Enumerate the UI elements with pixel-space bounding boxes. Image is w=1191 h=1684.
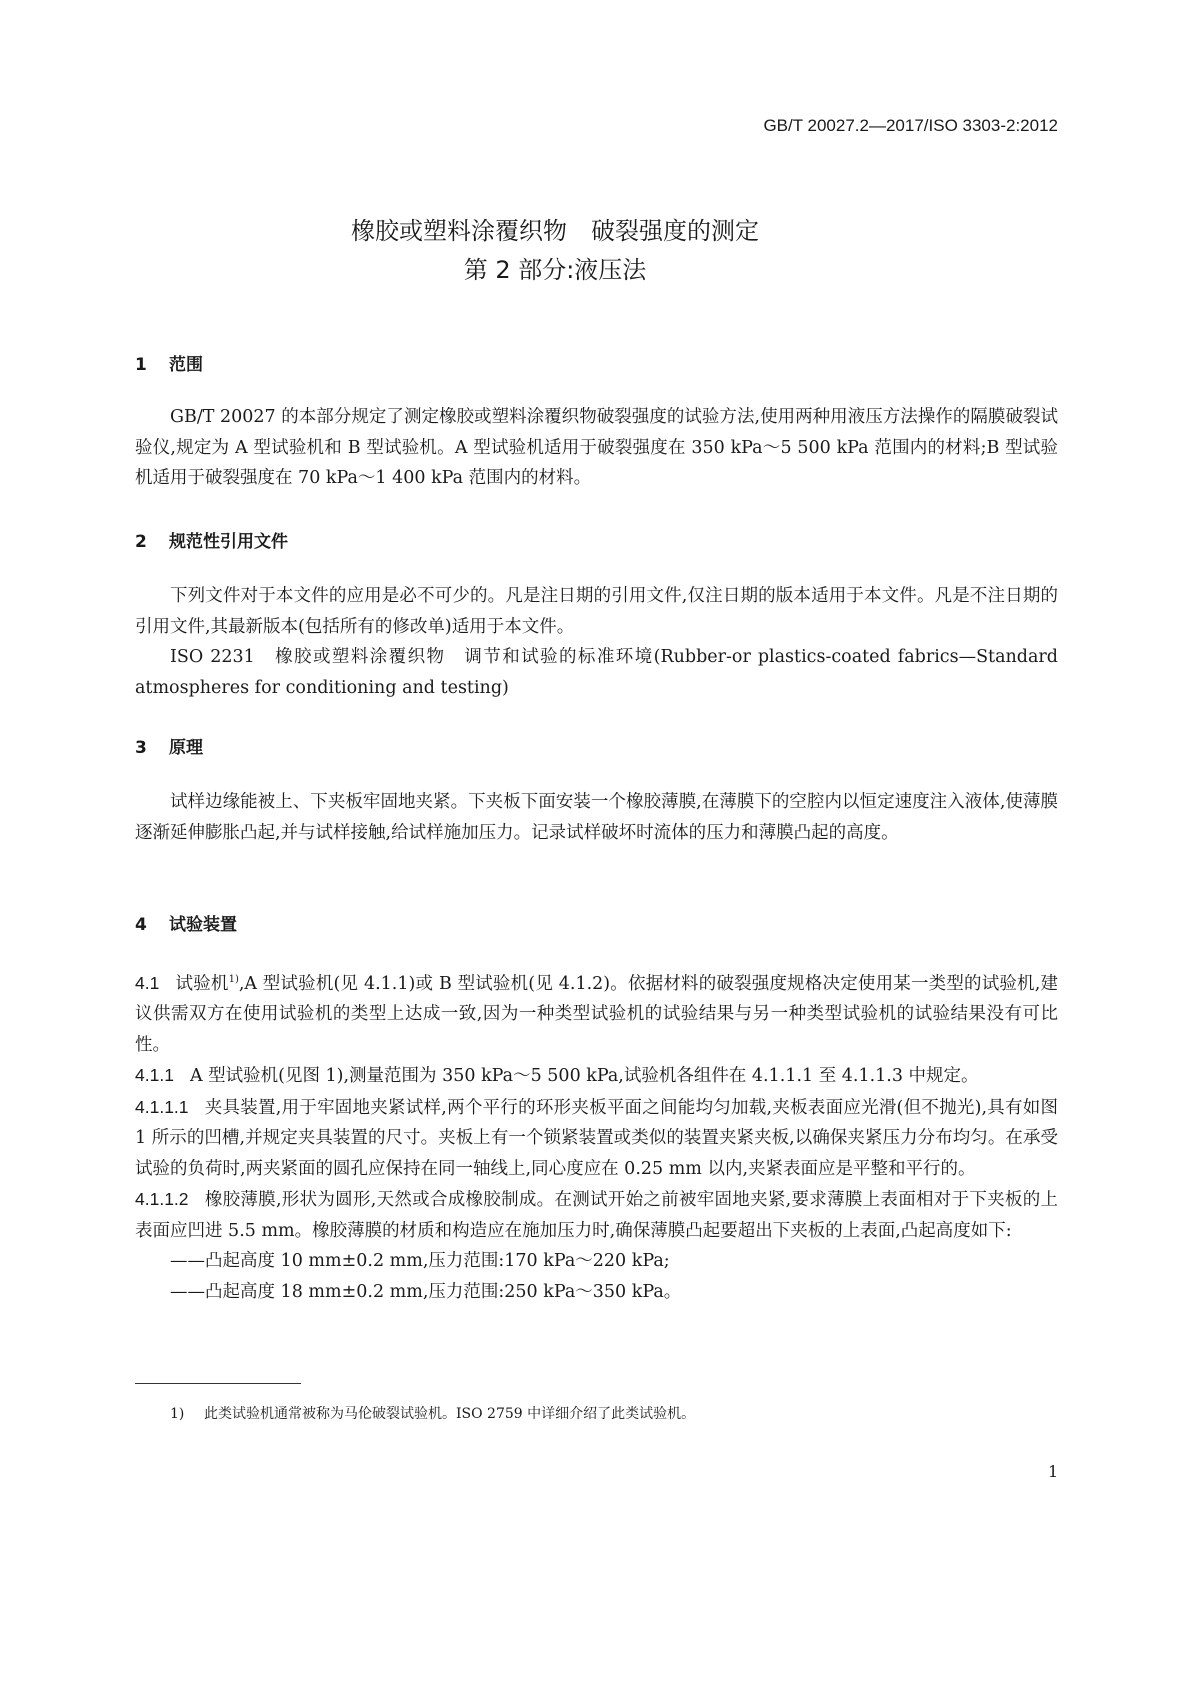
section-title: 原理 [169, 738, 203, 758]
footnote-text: 此类试验机通常被称为马伦破裂试验机。ISO 2759 中详细介绍了此类试验机。 [204, 1406, 696, 1422]
normative-reference: ISO 2231 橡胶或塑料涂覆织物 调节和试验的标准环境(Rubber-or plastics-coated fabrics—Standard atmospheres for conditioning and testing) [135, 647, 1058, 698]
section-number: 3 [135, 738, 147, 758]
document-title: 橡胶或塑料涂覆织物 破裂强度的测定 [351, 217, 759, 245]
clause-number: 4.1.1.2 [135, 1189, 189, 1210]
standard-number: GB/T 20027.2—2017/ISO 3303-2:2012 [763, 116, 1058, 135]
section-heading-4 [135, 910, 237, 935]
section-title: 试验装置 [169, 915, 237, 935]
section-heading-2 [135, 527, 288, 552]
paragraph: GB/T 20027 的本部分规定了测定橡胶或塑料涂覆织物破裂强度的试验方法,使用两种用液压方法操作的隔膜破裂试验仪,规定为 A 型试验机和 B 型试验机。A 型试验机适用于破裂强度在 350 kPa～5 500 kPa 范围内的材料;B 型试验机适用于破裂强度在 70 kPa～1 400 kPa 范围内的材料。 [135, 407, 1058, 488]
list-item: ——凸起高度 18 mm±0.2 mm,压力范围:250 kPa～350 kPa。 [170, 1281, 682, 1302]
section-1-body [135, 402, 1058, 494]
clause-4-1 [135, 965, 1058, 1060]
footnote-divider [135, 1383, 301, 1384]
clause-number: 4.1.1 [135, 1065, 174, 1086]
footnote-ref[interactable]: 1) [228, 974, 239, 985]
clause-4-1-1-2 [135, 1184, 1058, 1246]
list-item: ——凸起高度 10 mm±0.2 mm,压力范围:170 kPa～220 kPa; [170, 1251, 670, 1272]
section-title: 范围 [169, 355, 203, 375]
paragraph: 下列文件对于本文件的应用是必不可少的。凡是注日期的引用文件,仅注日期的版本适用于本文件。凡是不注日期的引用文件,其最新版本(包括所有的修改单)适用于本文件。 [135, 586, 1058, 637]
footnote [170, 1403, 695, 1423]
clause-number: 4.1 [135, 972, 160, 993]
clause-text: 橡胶薄膜,形状为圆形,天然或合成橡胶制成。在测试开始之前被牢固地夹紧,要求薄膜上表面相对于下夹板的上表面应凹进 5.5 mm。橡胶薄膜的材质和构造应在施加压力时,确保薄膜凸起要超出下夹板的上表面,凸起高度如下: [135, 1190, 1058, 1241]
clause-text: 夹具装置,用于牢固地夹紧试样,两个平行的环形夹板平面之间能均匀加载,夹板表面应光滑(但不抛光),具有如图 1 所示的凹槽,并规定夹具装置的尺寸。夹板上有一个锁紧装置或类似的装置夹紧夹板,以确保夹紧压力分布均匀。在承受试验的负荷时,两夹紧面的圆孔应保持在同一轴线上,同心度应在 0.25 mm 以内,夹紧表面应是平整和平行的。 [135, 1097, 1058, 1179]
section-number: 1 [135, 355, 147, 375]
section-heading-1 [135, 350, 203, 375]
section-number: 4 [135, 915, 147, 935]
paragraph: 试样边缘能被上、下夹板牢固地夹紧。下夹板下面安装一个橡胶薄膜,在薄膜下的空腔内以恒定速度注入液体,使薄膜逐渐延伸膨胀凸起,并与试样接触,给试样施加压力。记录试样破坏时流体的压力和薄膜凸起的高度。 [135, 792, 1058, 843]
clause-text: ,A 型试验机(见 4.1.1)或 B 型试验机(见 4.1.2)。依据材料的破裂强度规格决定使用某一类型的试验机,建议供需双方在使用试验机的类型上达成一致,因为一种类型试验机的试验结果与另一种类型试验机的试验结果没有可比性。 [135, 973, 1058, 1055]
clause-term: 试验机 [175, 973, 229, 994]
clause-number: 4.1.1.1 [135, 1096, 189, 1117]
clause-text: A 型试验机(见图 1),测量范围为 350 kPa～5 500 kPa,试验机各组件在 4.1.1.1 至 4.1.1.3 中规定。 [189, 1066, 979, 1087]
section-2-body [135, 581, 1058, 703]
page-number: 1 [1048, 1462, 1059, 1481]
section-3-body [135, 787, 1058, 848]
section-heading-3 [135, 733, 203, 758]
footnote-mark: 1) [170, 1406, 185, 1422]
document-subtitle: 第 2 部分:液压法 [463, 256, 647, 284]
clause-4-1-1-1 [135, 1092, 1058, 1185]
clause-4-1-1 [135, 1060, 1058, 1092]
section-number: 2 [135, 532, 147, 552]
section-4-body [135, 965, 1058, 1307]
section-title: 规范性引用文件 [169, 532, 288, 552]
